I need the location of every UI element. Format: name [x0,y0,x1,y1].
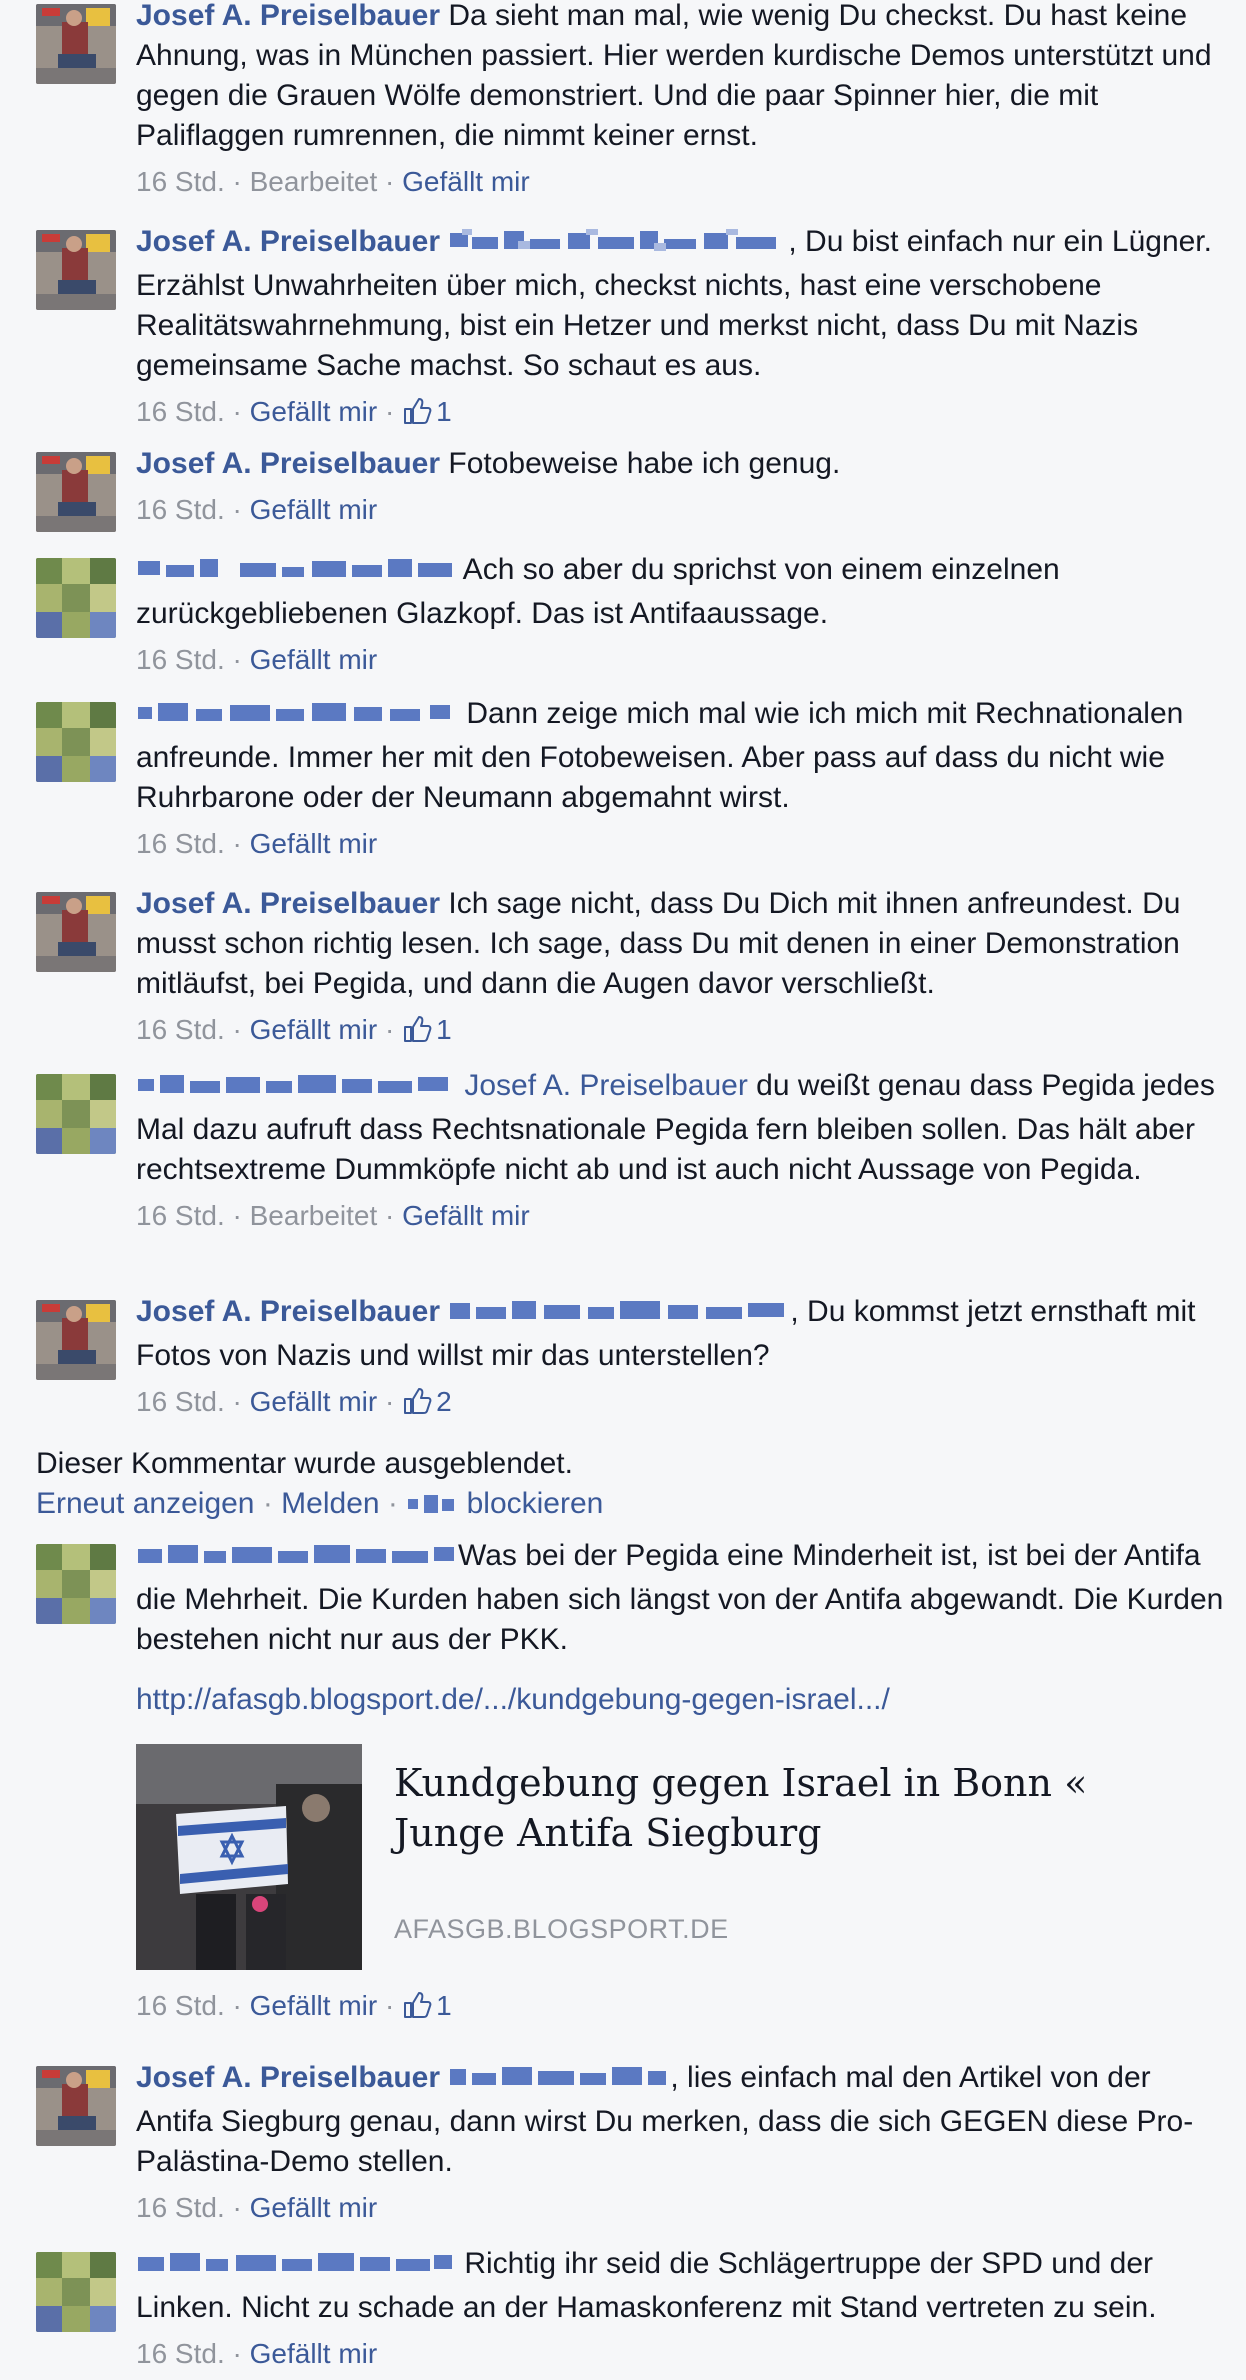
comment-meta: 16 Std. · Gefällt mir · 1 [136,392,1226,437]
link-preview-site: AFASGB.BLOGSPORT.DE [394,1914,729,1944]
edited-label[interactable]: Bearbeitet [249,1200,378,1231]
comment-text: du weißt genau dass Pegida jedes Mal dazu aufruft dass Rechtsnationale Pegida fern bleiben sollen. Das hält aber rechtsextreme Dummköpfe nicht ab und ist auch nicht Aussage von Pegida. [136,1069,1215,1186]
like-button[interactable]: Gefällt mir [249,2338,378,2369]
thumbs-up-icon [402,1014,432,1055]
report-link[interactable]: Melden [281,1487,380,1520]
avatar[interactable] [36,1300,116,1380]
like-count[interactable]: 1 [436,1014,452,1045]
block-link[interactable]: blockieren [466,1487,604,1520]
comment-text: Was bei der Pegida eine Minderheit ist, ist bei der Antifa die Mehrheit. Die Kurden haben sich längst von der Antifa abgewandt. Die Kurden bestehen nicht nur aus der PKK. [136,1539,1224,1656]
like-button[interactable]: Gefällt mir [249,396,378,427]
avatar[interactable] [36,2066,116,2146]
avatar[interactable] [36,892,116,972]
comment-text: Da sieht man mal, wie wenig Du checkst. Du hast keine Ahnung, was in München passiert. Hier werden kurdische Demos unterstützt und gegen die Grauen Wölfe demonstriert. Und die paar Spinner hier, die mit Paliflaggen rumrennen, die nimmt keiner ernst. [136,0,1212,152]
comment-text: , Du kommst jetzt ernsthaft mit Fotos von Nazis und willst mir das unterstellen? [136,1295,1196,1372]
avatar[interactable] [36,558,116,638]
comment-text: Richtig ihr seid die Schlägertruppe der SPD und der Linken. Nicht zu schade an der Hamaskonferenz mit Stand vertreten zu sein. [136,2247,1157,2324]
like-count[interactable]: 1 [436,396,452,427]
comment-meta: 16 Std. · Gefällt mir [136,494,378,525]
comment-meta: 16 Std. · Gefällt mir · 2 [136,1382,1226,1427]
like-button[interactable]: Gefällt mir [249,2192,378,2223]
avatar[interactable] [36,1544,116,1624]
comment-meta: 16 Std. · Gefällt mir [136,644,378,675]
comment-author[interactable]: Josef A. Preiselbauer [136,0,441,32]
like-button[interactable]: Gefällt mir [249,644,378,675]
like-button[interactable]: Gefällt mir [249,1014,378,1045]
comment-text: , lies einfach mal den Artikel von der Antifa Siegburg genau, dann wirst Du merken, dass die sich GEGEN diese Pro-Palästina-Demo stellen. [136,2061,1194,2178]
redacted-name [406,1488,458,1528]
comment-time[interactable]: 16 Std. [136,2338,225,2369]
comment-text: Ach so aber du sprichst von einem einzelnen zurückgebliebenen Glazkopf. Das ist Antifaaussage. [136,553,1060,630]
redacted-name [448,1296,790,1336]
comment-time[interactable]: 16 Std. [136,494,225,525]
hidden-comment-message: Dieser Kommentar wurde ausgeblendet. [36,1447,573,1480]
comment-author[interactable]: Josef A. Preiselbauer [136,887,441,920]
avatar[interactable] [36,4,116,84]
avatar[interactable] [36,1074,116,1154]
like-button[interactable]: Gefällt mir [402,166,530,197]
comment-time[interactable]: 16 Std. [136,1014,225,1045]
thumbs-up-icon [402,1386,432,1427]
thumbs-up-icon [402,396,432,437]
avatar[interactable] [36,452,116,532]
like-count[interactable]: 1 [436,1990,452,2021]
comment-time[interactable]: 16 Std. [136,1990,225,2021]
comment-time[interactable]: 16 Std. [136,644,225,675]
comment-time[interactable]: 16 Std. [136,166,225,197]
avatar[interactable] [36,2252,116,2332]
comment-author[interactable]: Josef A. Preiselbauer [136,447,441,480]
comment-meta: 16 Std. · Bearbeitet · Gefällt mir [136,166,530,197]
comment-meta: 16 Std. · Bearbeitet · Gefällt mir [136,1200,530,1231]
show-again-link[interactable]: Erneut anzeigen [36,1487,255,1520]
avatar[interactable] [36,230,116,310]
comment-text: Dann zeige mich mal wie ich mich mit Rechnationalen anfreunde. Immer her mit den Fotobeweisen. Aber pass auf dass du nicht wie Ruhrbarone oder der Neumann abgemahnt wirst. [136,697,1184,814]
comment-time[interactable]: 16 Std. [136,2192,225,2223]
redacted-name [136,2248,456,2288]
redacted-name [448,2062,670,2102]
comment-meta: 16 Std. · Gefällt mir [136,2338,378,2369]
link-preview-title[interactable]: Kundgebung gegen Israel in Bonn « Junge Antifa Siegburg [394,1761,1088,1855]
comment-text: Ich sage nicht, dass Du Dich mit ihnen anfreundest. Du musst schon richtig lesen. Ich sage, dass Du mit denen in einer Demonstration mitläufst, bei Pegida, und dann die Augen davor verschließt. [136,887,1181,1000]
like-button[interactable]: Gefällt mir [249,494,378,525]
comment-text: , Du bist einfach nur ein Lügner. Erzählst Unwahrheiten über mich, checkst nichts, hast eine verschobene Realitätswahrnehmung, bist ein Hetzer und merkst nicht, dass Du mit Nazis gemeinsame Sache machst. So schaut es aus. [136,225,1212,382]
comment-meta: 16 Std. · Gefällt mir [136,828,378,859]
like-button[interactable]: Gefällt mir [249,828,378,859]
shared-link[interactable]: http://afasgb.blogsport.de/.../kundgebung-gegen-israel.../ [136,1683,890,1716]
avatar[interactable] [36,702,116,782]
comment-time[interactable]: 16 Std. [136,1386,225,1417]
comment-meta: 16 Std. · Gefällt mir [136,2192,378,2223]
link-preview[interactable] [136,1744,1226,1970]
like-button[interactable]: Gefällt mir [402,1200,530,1231]
edited-label[interactable]: Bearbeitet [249,166,378,197]
hidden-comment-notice: Dieser Kommentar wurde ausgeblendet. Erneut anzeigen · Melden · blockieren [36,1444,1226,1528]
like-count[interactable]: 2 [436,1386,452,1417]
comment-author[interactable]: Josef A. Preiselbauer [136,225,441,258]
comment-time[interactable]: 16 Std. [136,1200,225,1231]
redacted-name [136,554,456,594]
redacted-name [136,698,458,738]
comment-author[interactable]: Josef A. Preiselbauer [136,2061,441,2094]
redacted-name [136,1540,458,1580]
comment-time[interactable]: 16 Std. [136,828,225,859]
thumbs-up-icon [402,1990,432,2031]
comment-text: Fotobeweise habe ich genug. [440,447,841,480]
link-preview-image[interactable] [136,1744,362,1970]
redacted-name [448,226,788,266]
comment-author[interactable]: Josef A. Preiselbauer [136,1295,441,1328]
like-button[interactable]: Gefällt mir [249,1386,378,1417]
mentioned-user[interactable]: Josef A. Preiselbauer [464,1069,748,1102]
comment-meta: 16 Std. · Gefällt mir · 1 [136,1986,1226,2031]
redacted-name [136,1070,456,1110]
comment-meta: 16 Std. · Gefällt mir · 1 [136,1010,1226,1055]
comment-time[interactable]: 16 Std. [136,396,225,427]
like-button[interactable]: Gefällt mir [249,1990,378,2021]
